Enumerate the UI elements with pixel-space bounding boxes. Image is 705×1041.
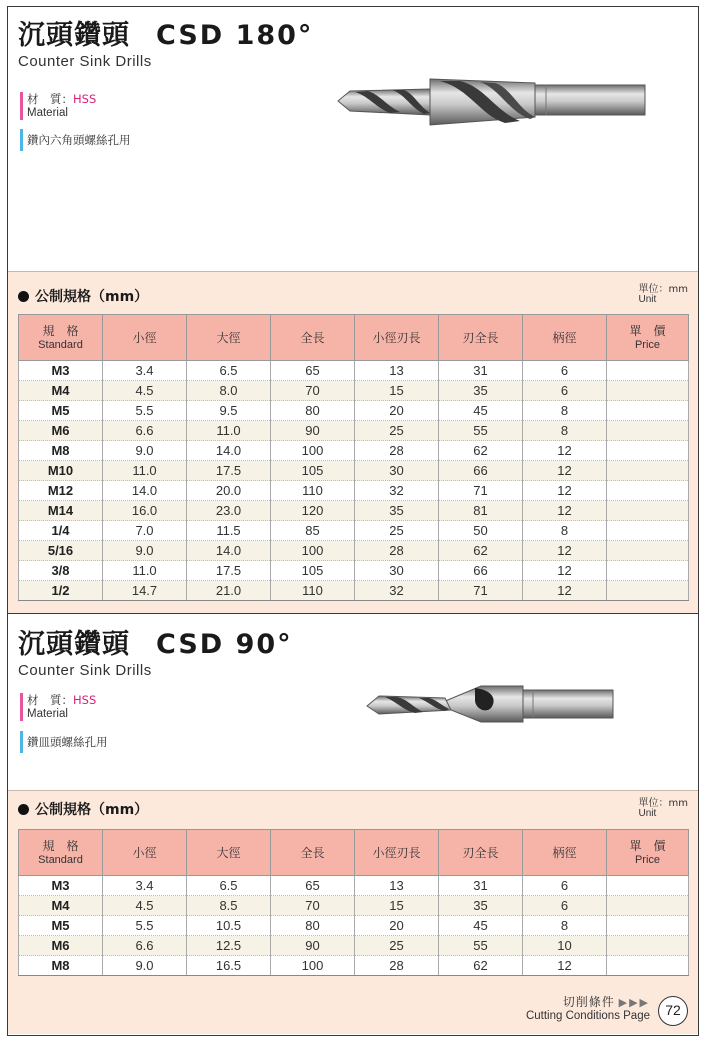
cell-standard: M3 (19, 876, 103, 896)
cell-standard: M3 (19, 361, 103, 381)
cell-standard: M6 (19, 421, 103, 441)
spec-table (18, 829, 689, 976)
table-cell: 6.5 (187, 361, 271, 381)
cell-standard: M4 (19, 896, 103, 916)
col-flute-total: 刃全長 (439, 315, 523, 361)
table-row (19, 401, 689, 421)
table-cell: 12 (523, 581, 607, 601)
table-cell: 17.5 (187, 561, 271, 581)
cell-standard: 3/8 (19, 561, 103, 581)
table-cell: 71 (439, 481, 523, 501)
table-cell: 9.0 (103, 541, 187, 561)
table-cell: 12 (523, 441, 607, 461)
table-cell: 30 (355, 461, 439, 481)
subtitle-en: Counter Sink Drills (18, 662, 152, 679)
link-en: Cutting Conditions Page (525, 1010, 650, 1022)
table-cell: 14.0 (103, 481, 187, 501)
table-cell: 62 (439, 956, 523, 976)
col-standard (19, 315, 103, 361)
table-cell: 20.0 (187, 481, 271, 501)
cell-price (607, 581, 689, 601)
table-row (19, 936, 689, 956)
table-header-row (19, 830, 689, 876)
col-shank: 柄徑 (523, 315, 607, 361)
table-cell: 23.0 (187, 501, 271, 521)
table-cell: 45 (439, 916, 523, 936)
cell-standard: M8 (19, 956, 103, 976)
col-small-dia: 小徑 (103, 315, 187, 361)
table-cell: 31 (439, 361, 523, 381)
table-cell: 50 (439, 521, 523, 541)
col-flute-total: 刃全長 (439, 830, 523, 876)
cell-standard: 1/4 (19, 521, 103, 541)
table-cell: 14.7 (103, 581, 187, 601)
col-small-flute: 小徑刃長 (355, 830, 439, 876)
table-cell: 12 (523, 501, 607, 521)
table-cell: 80 (271, 916, 355, 936)
table-cell: 25 (355, 936, 439, 956)
arrow-right-icon: ▶▶▶ (618, 996, 650, 1009)
cell-standard: M10 (19, 461, 103, 481)
material-label-en: Material (27, 708, 68, 720)
cell-standard: M4 (19, 381, 103, 401)
table-cell: 6 (523, 361, 607, 381)
table-cell: 8 (523, 401, 607, 421)
cutting-conditions-link[interactable] (526, 993, 650, 1022)
cell-price (607, 541, 689, 561)
spec-title (18, 286, 148, 306)
table-row (19, 581, 689, 601)
spec-table (18, 314, 689, 601)
table-cell: 25 (355, 421, 439, 441)
table-cell: 35 (355, 501, 439, 521)
table-cell: 8.5 (187, 896, 271, 916)
table-cell: 12 (523, 461, 607, 481)
table-cell: 9.0 (103, 956, 187, 976)
table-cell: 6 (523, 876, 607, 896)
table-cell: 35 (439, 896, 523, 916)
bullet-dot-icon (18, 804, 29, 815)
col-standard-zh: 規 格 (42, 838, 79, 853)
table-cell: 90 (271, 421, 355, 441)
page-number: 72 (658, 996, 688, 1026)
col-standard-en: Standard (38, 338, 83, 351)
cell-standard: M6 (19, 936, 103, 956)
col-overall: 全長 (271, 830, 355, 876)
table-cell: 31 (439, 876, 523, 896)
table-cell: 110 (271, 481, 355, 501)
spec-area (8, 790, 698, 1034)
subtitle-en: Counter Sink Drills (18, 53, 152, 70)
col-overall: 全長 (271, 315, 355, 361)
table-cell: 6.6 (103, 421, 187, 441)
table-cell: 14.0 (187, 541, 271, 561)
col-large-dia: 大徑 (187, 315, 271, 361)
table-cell: 6.5 (187, 876, 271, 896)
table-cell: 13 (355, 361, 439, 381)
material-label: 材 質： (27, 693, 73, 707)
table-cell: 13 (355, 876, 439, 896)
col-small-flute: 小徑刃長 (355, 315, 439, 361)
section-csd-90 (7, 614, 699, 1036)
table-cell: 80 (271, 401, 355, 421)
table-cell: 32 (355, 581, 439, 601)
table-cell: 100 (271, 441, 355, 461)
col-large-dia: 大徑 (187, 830, 271, 876)
table-row (19, 521, 689, 541)
table-row (19, 896, 689, 916)
title-zh: 沉頭鑽頭 (18, 20, 130, 51)
spec-title-text: 公制規格（mm） (35, 802, 149, 818)
table-cell: 11.0 (187, 421, 271, 441)
unit-en: Unit (638, 294, 657, 305)
cell-price (607, 876, 689, 896)
cell-standard: M12 (19, 481, 103, 501)
table-cell: 5.5 (103, 401, 187, 421)
material-label-en: Material (27, 107, 68, 119)
cell-price (607, 956, 689, 976)
col-price-en: Price (634, 853, 661, 866)
unit-label (639, 799, 688, 819)
col-price (607, 830, 689, 876)
table-cell: 4.5 (103, 896, 187, 916)
table-cell: 55 (439, 421, 523, 441)
table-cell: 10.5 (187, 916, 271, 936)
table-cell: 8 (523, 421, 607, 441)
cell-price (607, 481, 689, 501)
col-price-zh: 單 價 (629, 323, 666, 338)
table-cell: 120 (271, 501, 355, 521)
cell-price (607, 461, 689, 481)
table-cell: 32 (355, 481, 439, 501)
unit-zh: 單位：mm (638, 284, 688, 295)
cell-price (607, 381, 689, 401)
col-standard (19, 830, 103, 876)
material-value: HSS (73, 693, 97, 707)
table-cell: 7.0 (103, 521, 187, 541)
section-csd-180 (7, 6, 699, 614)
cell-standard: M14 (19, 501, 103, 521)
table-cell: 105 (271, 561, 355, 581)
table-row (19, 916, 689, 936)
cell-price (607, 361, 689, 381)
table-row (19, 541, 689, 561)
table-cell: 28 (355, 441, 439, 461)
table-cell: 9.0 (103, 441, 187, 461)
table-cell: 100 (271, 956, 355, 976)
usage-note: 鑽內六角頭螺絲孔用 (20, 129, 131, 151)
table-cell: 65 (271, 876, 355, 896)
section-header (18, 622, 293, 679)
table-cell: 62 (439, 441, 523, 461)
cell-standard: M8 (19, 441, 103, 461)
table-cell: 20 (355, 401, 439, 421)
cell-price (607, 561, 689, 581)
table-row (19, 441, 689, 461)
table-cell: 20 (355, 916, 439, 936)
title-zh: 沉頭鑽頭 (18, 629, 130, 660)
table-cell: 15 (355, 896, 439, 916)
table-row (19, 361, 689, 381)
unit-en: Unit (638, 808, 657, 819)
table-cell: 6.6 (103, 936, 187, 956)
table-cell: 6 (523, 381, 607, 401)
cell-price (607, 421, 689, 441)
col-shank: 柄徑 (523, 830, 607, 876)
model-name: CSD 90° (156, 629, 293, 660)
cell-standard: 5/16 (19, 541, 103, 561)
table-cell: 12 (523, 956, 607, 976)
drill-90-image (363, 680, 618, 730)
table-cell: 66 (439, 461, 523, 481)
cell-price (607, 521, 689, 541)
material-info (20, 693, 96, 721)
product-title (18, 13, 313, 52)
table-cell: 12 (523, 541, 607, 561)
table-header-row (19, 315, 689, 361)
table-cell: 8 (523, 521, 607, 541)
cell-price (607, 916, 689, 936)
cell-price (607, 936, 689, 956)
table-cell: 25 (355, 521, 439, 541)
table-row (19, 561, 689, 581)
cell-standard: 1/2 (19, 581, 103, 601)
table-cell: 85 (271, 521, 355, 541)
table-cell: 110 (271, 581, 355, 601)
table-row (19, 481, 689, 501)
unit-label (639, 285, 688, 305)
table-cell: 71 (439, 581, 523, 601)
section-header (18, 13, 313, 70)
col-price-zh: 單 價 (629, 838, 666, 853)
table-cell: 11.5 (187, 521, 271, 541)
cell-price (607, 501, 689, 521)
spec-title (18, 799, 148, 819)
table-cell: 3.4 (103, 361, 187, 381)
table-cell: 35 (439, 381, 523, 401)
col-standard-zh: 規 格 (42, 323, 79, 338)
table-cell: 8.0 (187, 381, 271, 401)
table-row (19, 381, 689, 401)
material-info (20, 92, 96, 120)
table-cell: 15 (355, 381, 439, 401)
drill-180-image (330, 75, 650, 131)
table-cell: 12 (523, 481, 607, 501)
table-cell: 21.0 (187, 581, 271, 601)
table-cell: 28 (355, 956, 439, 976)
table-cell: 16.0 (103, 501, 187, 521)
cell-standard: M5 (19, 916, 103, 936)
table-row (19, 501, 689, 521)
table-cell: 5.5 (103, 916, 187, 936)
table-cell: 62 (439, 541, 523, 561)
table-cell: 55 (439, 936, 523, 956)
table-cell: 28 (355, 541, 439, 561)
spec-area (8, 271, 698, 613)
table-cell: 9.5 (187, 401, 271, 421)
col-price (607, 315, 689, 361)
spec-title-text: 公制規格（mm） (35, 289, 149, 305)
bullet-dot-icon (18, 291, 29, 302)
table-cell: 12.5 (187, 936, 271, 956)
model-name: CSD 180° (156, 20, 314, 51)
table-cell: 8 (523, 916, 607, 936)
material-label: 材 質： (27, 92, 73, 106)
usage-note: 鑽皿頭螺絲孔用 (20, 731, 108, 753)
table-cell: 12 (523, 561, 607, 581)
table-cell: 65 (271, 361, 355, 381)
material-value: HSS (73, 92, 97, 106)
col-standard-en: Standard (38, 853, 83, 866)
table-cell: 16.5 (187, 956, 271, 976)
table-cell: 105 (271, 461, 355, 481)
cell-price (607, 401, 689, 421)
col-price-en: Price (634, 338, 661, 351)
table-row (19, 956, 689, 976)
table-cell: 81 (439, 501, 523, 521)
table-cell: 4.5 (103, 381, 187, 401)
table-cell: 70 (271, 381, 355, 401)
table-cell: 17.5 (187, 461, 271, 481)
table-cell: 100 (271, 541, 355, 561)
table-cell: 70 (271, 896, 355, 916)
table-row (19, 876, 689, 896)
table-cell: 10 (523, 936, 607, 956)
table-cell: 11.0 (103, 561, 187, 581)
table-cell: 45 (439, 401, 523, 421)
table-cell: 3.4 (103, 876, 187, 896)
table-cell: 66 (439, 561, 523, 581)
table-row (19, 461, 689, 481)
cell-standard: M5 (19, 401, 103, 421)
cell-price (607, 896, 689, 916)
table-row (19, 421, 689, 441)
table-cell: 90 (271, 936, 355, 956)
table-cell: 11.0 (103, 461, 187, 481)
table-cell: 6 (523, 896, 607, 916)
col-small-dia: 小徑 (103, 830, 187, 876)
link-zh: 切削條件 (562, 995, 615, 1009)
table-cell: 30 (355, 561, 439, 581)
unit-zh: 單位：mm (638, 798, 688, 809)
cell-price (607, 441, 689, 461)
table-cell: 14.0 (187, 441, 271, 461)
product-title (18, 622, 293, 661)
